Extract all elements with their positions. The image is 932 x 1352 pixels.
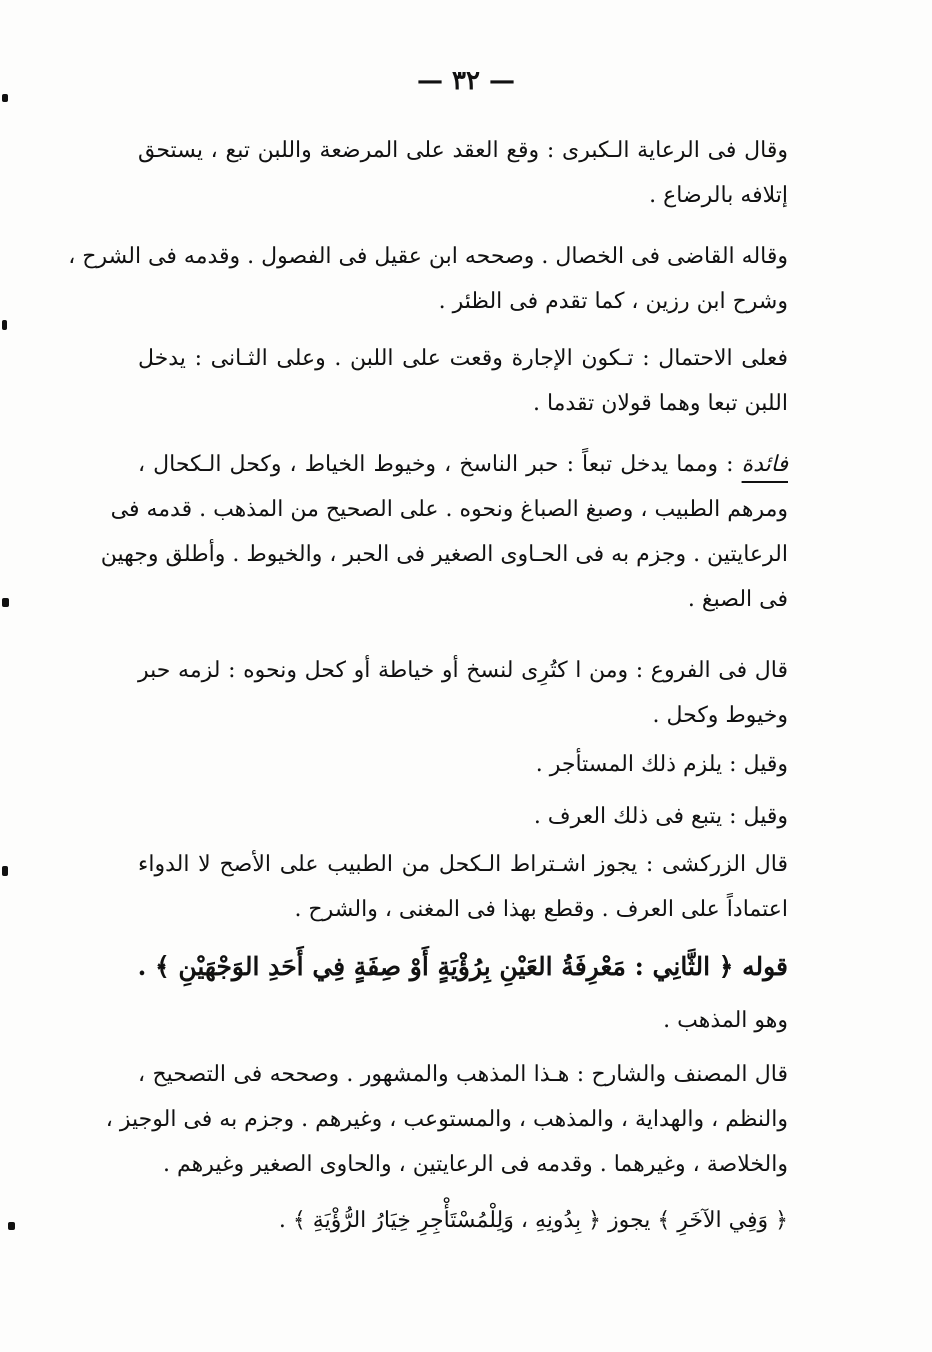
paragraph-qil-2 bbox=[138, 794, 788, 839]
quoted-matn-second bbox=[138, 944, 788, 989]
text-line: وقاله القاضى فى الخصال . وصححه ابن عقيل فى الفصول . وقدمه فى الشرح ، bbox=[68, 244, 788, 269]
text-line: وهو المذهب . bbox=[663, 1008, 788, 1033]
paragraph-furu bbox=[138, 648, 788, 738]
paragraph-qil-1 bbox=[138, 742, 788, 787]
text-line: إتلافه بالرضاع . bbox=[649, 183, 788, 208]
scan-speck bbox=[2, 94, 8, 102]
faida-heading: فائدة bbox=[741, 452, 788, 477]
text-line: الرعايتين . وجزم به فى الحـاوى الصغير فى الحبر ، والخيوط . وأطلق وجهين bbox=[100, 542, 788, 567]
text-line: اللبن تبعا وهما قولان تقدما . bbox=[532, 391, 788, 416]
scan-speck bbox=[2, 320, 7, 330]
paragraph-ihtimal bbox=[138, 336, 788, 426]
paragraph-madhhab bbox=[138, 998, 788, 1043]
page-number: — ٣٢ — bbox=[416, 66, 516, 96]
scan-speck bbox=[2, 598, 9, 607]
paragraph-musannif bbox=[105, 1052, 788, 1187]
text-line: وشرح ابن رزين ، كما تقدم فى الظئر . bbox=[438, 289, 788, 314]
paragraph-zarkashi bbox=[138, 842, 788, 932]
text-line-rest: : ومما يدخل تبعاً : حبر الناسخ ، وخيوط الخياط ، وكحل الـكحال ، bbox=[138, 452, 734, 477]
paragraph-riaya bbox=[138, 128, 788, 218]
paragraph-qadi bbox=[68, 234, 788, 324]
text-line: وقال فى الرعاية الـكبرى : وقع العقد على المرضعة واللبن تبع ، يستحق bbox=[138, 138, 788, 163]
scan-speck bbox=[8, 1222, 15, 1230]
text-line: وقيل : يلزم ذلك المستأجر . bbox=[535, 752, 788, 777]
text-line: اعتماداً على العرف . وقطع بهذا فى المغنى ، والشرح . bbox=[294, 897, 788, 922]
text-line: فى الصبغ . bbox=[687, 587, 788, 612]
text-line: ﴿ وَفِي الآخَرِ ﴾ يجوز ﴿ بِدُونِهِ ، وَلِلْمُسْتَأْجِرِ خِيَارُ الرُّؤْيَةِ ﴾ . bbox=[278, 1208, 788, 1233]
text-line: والخلاصة ، وغيرهما . وقدمه فى الرعايتين ، والحاوى الصغير وغيرهم . bbox=[163, 1152, 788, 1177]
scan-speck bbox=[2, 866, 8, 876]
text-line: قال المصنف والشارح : هـذا المذهب والمشهور . وصححه فى التصحيح ، bbox=[138, 1062, 788, 1087]
text-line bbox=[138, 442, 788, 487]
text-line: وخيوط وكحل . bbox=[652, 703, 788, 728]
text-line: قال الزركشى : يجوز اشـتراط الـكحل من الطبيب على الأصح لا الدواء bbox=[138, 852, 788, 877]
text-line: والنظم ، والهداية ، والمذهب ، والمستوعب ، وغيرهم . وجزم به فى الوجيز ، bbox=[105, 1107, 788, 1132]
text-line: قال فى الفروع : ومن ا كتُرِى لنسخ أو خياطة أو كحل ونحوه : لزمه حبر bbox=[138, 658, 788, 683]
text-line: ومرهم الطبيب ، وصبغ الصباغ ونحوه . على الصحيح من المذهب . قدمه فى bbox=[110, 497, 788, 522]
text-line: وقيل : يتبع فى ذلك العرف . bbox=[533, 804, 788, 829]
quoted-matn-akhar bbox=[138, 1198, 788, 1243]
paragraph-faida bbox=[100, 442, 788, 622]
text-line: فعلى الاحتمال : تـكون الإجارة وقعت على اللبن . وعلى الثـانى : يدخل bbox=[138, 346, 788, 371]
text-line: قوله ﴿ الثَّانِي : مَعْرِفَةُ العَيْنِ بِرُؤْيَةٍ أَوْ صِفَةٍ فِي أَحَدِ الوَجْهَيْنِ ﴾ . bbox=[137, 952, 788, 981]
